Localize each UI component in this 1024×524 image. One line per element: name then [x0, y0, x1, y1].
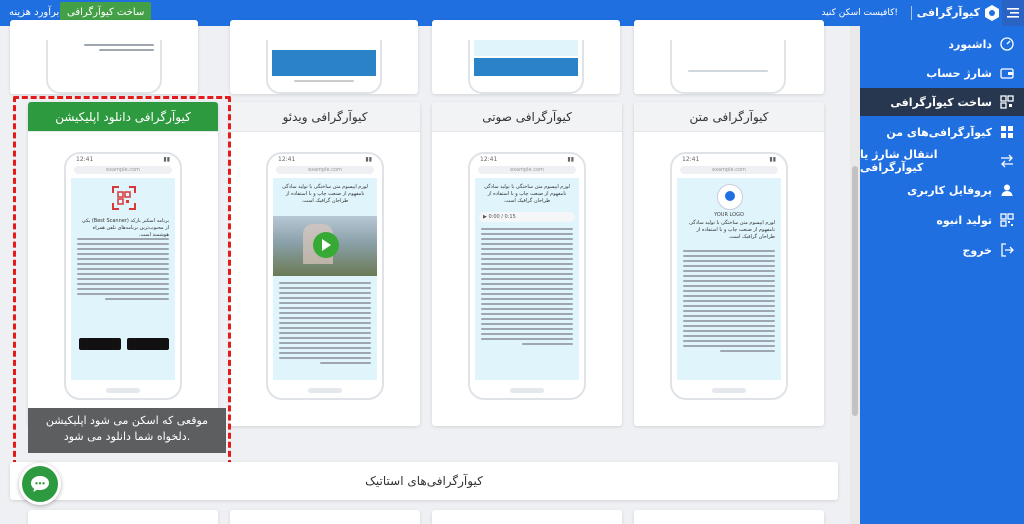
sidebar-item-profile[interactable]: پروفایل کاربری — [860, 176, 1024, 204]
bulk-qr-icon — [1000, 213, 1014, 227]
phone-preview — [266, 40, 382, 94]
phone-preview: 12:41 ▮▮ example.com برنامه اسکنر بارکد (Best Scanner) یکی از محبوب‌ترین برنامه‌های تلفن همراه هوشمند است. — [64, 152, 182, 400]
app-download-tooltip: موقعی که اسکن می شود اپلیکیشن دلخواه شما دانلود می شود. — [28, 408, 226, 453]
sidebar-item-transfer[interactable]: انتقال شارژ یا کیوآرگرافی — [860, 147, 1024, 175]
sidebar-item-my-qrgraphies[interactable]: کیوآرگرافی‌های من — [860, 118, 1024, 146]
card-top-1 — [10, 20, 198, 94]
wallet-icon — [1000, 66, 1014, 80]
audio-player[interactable]: ▶ 0:00 / 0:15 — [479, 212, 575, 222]
card-video-qr[interactable] — [230, 102, 420, 426]
grid-icon — [1000, 125, 1014, 139]
brand-logo-icon[interactable] — [984, 5, 1000, 21]
card-text-qr[interactable] — [634, 102, 824, 426]
bottom-card — [634, 510, 824, 524]
screen-text: لورم ایپسوم متن ساختگی با تولید سادگی نامفهوم از صنعت چاپ و با استفاده از طراحان گرافیک است. — [484, 184, 570, 204]
video-thumbnail[interactable] — [273, 216, 377, 276]
divider — [911, 6, 912, 20]
phone-preview: 12:41 ▮▮ example.com لورم ایپسوم متن ساختگی با تولید سادگی نامفهوم از صنعت چاپ و با استفاده از طراحان گرافیک است. — [266, 152, 384, 400]
brand-name[interactable]: کیوآرگرافی — [916, 6, 980, 19]
card-audio-qr[interactable] — [432, 102, 622, 426]
transfer-icon — [1000, 154, 1014, 168]
sidebar-item-build-qrgraphy[interactable]: ساخت کیوآرگرافی — [860, 88, 1024, 116]
sidebar — [850, 26, 1024, 524]
scrollbar[interactable] — [850, 26, 860, 524]
sidebar-item-bulk-production[interactable]: تولید انبوه — [860, 206, 1024, 234]
sidebar-item-charge-account[interactable]: شارژ حساب — [860, 59, 1024, 87]
screen-text: لورم ایپسوم متن ساختگی با تولید سادگی نامفهوم از صنعت چاپ و با استفاده از طراحان گرافیک است. — [282, 184, 368, 204]
screen-text: لورم ایپسوم متن ساختگی با تولید سادگی نامفهوم از صنعت چاپ و با استفاده از طراحان گرافیک است. — [689, 220, 775, 240]
card-top-3 — [432, 20, 620, 94]
card-top-4 — [634, 20, 824, 94]
sidebar-item-logout[interactable]: خروج — [860, 236, 1024, 264]
phone-preview: 12:41 ▮▮ example.com YOUR LOGO لورم ایپسوم متن ساختگی با تولید سادگی نامفهوم از صنعت چاپ و با استفاده از طراحان گرافیک است. — [670, 152, 788, 400]
static-qr-section-title: کیوآرگرافی‌های استاتیک — [10, 462, 838, 500]
menu-toggle-button[interactable] — [1002, 0, 1024, 26]
phone-preview: 12:41 ▮▮ example.com لورم ایپسوم متن ساختگی با تولید سادگی نامفهوم از صنعت چاپ و با استفاده از طراحان گرافیک است. ▶ 0:00 / 0:15 — [468, 152, 586, 400]
speedometer-icon — [1000, 37, 1014, 51]
phone-preview — [468, 40, 584, 94]
logo-placeholder: YOUR LOGO — [714, 212, 744, 218]
sidebar-item-dashboard[interactable]: داشبورد — [860, 30, 1024, 58]
tagline: کافیست اسکن کنید! — [821, 8, 898, 18]
card-title: کیوآرگرافی صوتی — [432, 102, 622, 132]
qr-icon — [1000, 95, 1014, 109]
card-title: کیوآرگرافی دانلود اپلیکیشن — [28, 102, 218, 132]
main-content — [10, 26, 840, 524]
build-qrgraphy-button[interactable]: ساخت کیوآرگرافی — [60, 2, 151, 23]
card-top-2 — [230, 20, 418, 94]
estimate-cost-button[interactable]: برآورد هزینه — [9, 7, 60, 18]
chat-icon — [30, 475, 50, 493]
bottom-card — [432, 510, 622, 524]
play-icon[interactable]: ▶ — [483, 214, 487, 220]
play-button-icon[interactable] — [313, 232, 339, 258]
bottom-card — [28, 510, 218, 524]
logout-icon — [1000, 243, 1014, 257]
chat-button[interactable] — [19, 463, 61, 505]
user-icon — [1000, 183, 1014, 197]
bottom-card — [230, 510, 420, 524]
phone-preview — [46, 40, 162, 94]
phone-preview — [670, 40, 786, 94]
menu-icon — [1007, 8, 1019, 18]
card-title: کیوآرگرافی متن — [634, 102, 824, 132]
screen-text: برنامه اسکنر بارکد (Best Scanner) یکی از محبوب‌ترین برنامه‌های تلفن همراه هوشمند است. — [81, 218, 169, 238]
card-title: کیوآرگرافی ویدئو — [230, 102, 420, 132]
